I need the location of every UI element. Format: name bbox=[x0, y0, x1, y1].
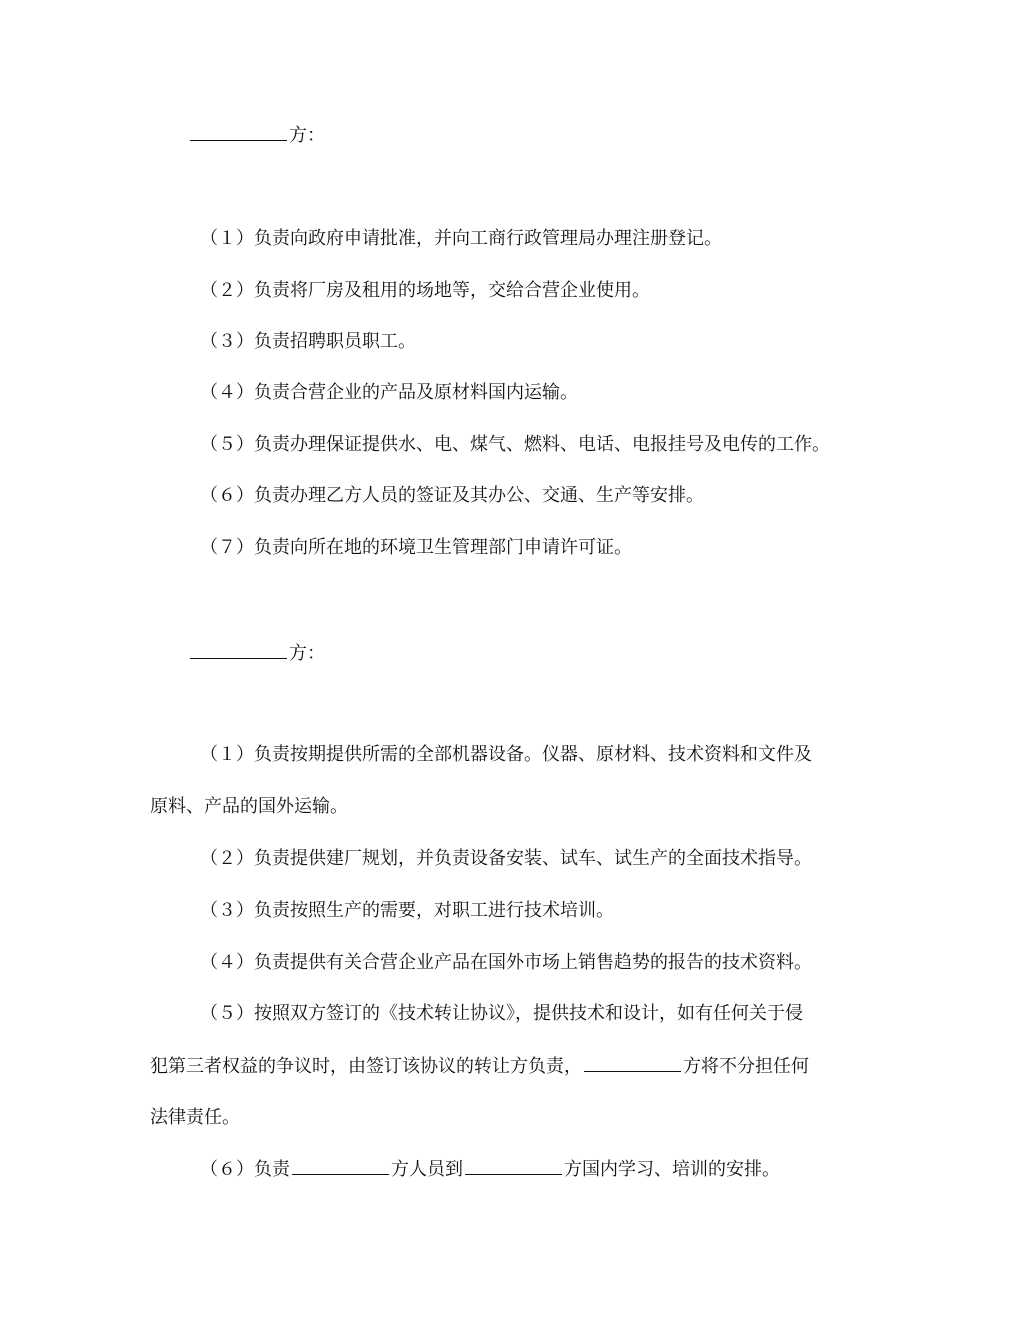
section-b-item-6 bbox=[200, 1156, 780, 1183]
item-6-text-b: 方人员到 bbox=[391, 1159, 463, 1180]
section-a-item-3: （３）负责招聘职员职工。 bbox=[200, 331, 416, 352]
item-5-text-b: 方将不分担任何 bbox=[683, 1056, 809, 1077]
item-6-text-c: 方国内学习、培训的安排。 bbox=[564, 1159, 780, 1180]
blank-field bbox=[465, 1156, 562, 1175]
section-a-item-1: （１）负责向政府申请批准，并向工商行政管理局办理注册登记。 bbox=[200, 228, 722, 249]
section-b-item-5-line-1: （５）按照双方签订的《技术转让协议》，提供技术和设计，如有任何关于侵 bbox=[200, 1003, 803, 1024]
section-b-item-1-line-2: 原料、产品的国外运输。 bbox=[150, 796, 348, 817]
section-b-item-1-line-1: （１）负责按期提供所需的全部机器设备。仪器、原材料、技术资料和文件及 bbox=[200, 744, 812, 765]
section-a-heading bbox=[190, 122, 325, 149]
item-6-text-a: （６）负责 bbox=[200, 1159, 290, 1180]
section-a-item-5: （５）负责办理保证提供水、电、煤气、燃料、电话、电报挂号及电传的工作。 bbox=[200, 434, 830, 455]
blank-field bbox=[190, 640, 287, 659]
section-b-item-5-line-3: 法律责任。 bbox=[150, 1107, 240, 1128]
section-a-item-7: （７）负责向所在地的环境卫生管理部门申请许可证。 bbox=[200, 537, 632, 558]
blank-field bbox=[292, 1156, 389, 1175]
section-b-item-4: （４）负责提供有关合营企业产品在国外市场上销售趋势的报告的技术资料。 bbox=[200, 952, 812, 973]
section-a-item-2: （２）负责将厂房及租用的场地等，交给合营企业使用。 bbox=[200, 280, 650, 301]
blank-field bbox=[190, 122, 287, 141]
heading-suffix: 方： bbox=[289, 125, 325, 146]
section-b-item-2: （２）负责提供建厂规划，并负责设备安装、试车、试生产的全面技术指导。 bbox=[200, 848, 812, 869]
section-b-heading bbox=[190, 640, 325, 667]
section-a-item-4: （４）负责合营企业的产品及原材料国内运输。 bbox=[200, 382, 578, 403]
heading-suffix: 方： bbox=[289, 643, 325, 664]
section-b-item-5-line-2 bbox=[150, 1053, 809, 1080]
blank-field bbox=[584, 1053, 681, 1072]
item-5-text-a: 犯第三者权益的争议时，由签订该协议的转让方负责， bbox=[150, 1056, 582, 1077]
section-b-item-3: （３）负责按照生产的需要，对职工进行技术培训。 bbox=[200, 900, 614, 921]
section-a-item-6: （６）负责办理乙方人员的签证及其办公、交通、生产等安排。 bbox=[200, 485, 704, 506]
